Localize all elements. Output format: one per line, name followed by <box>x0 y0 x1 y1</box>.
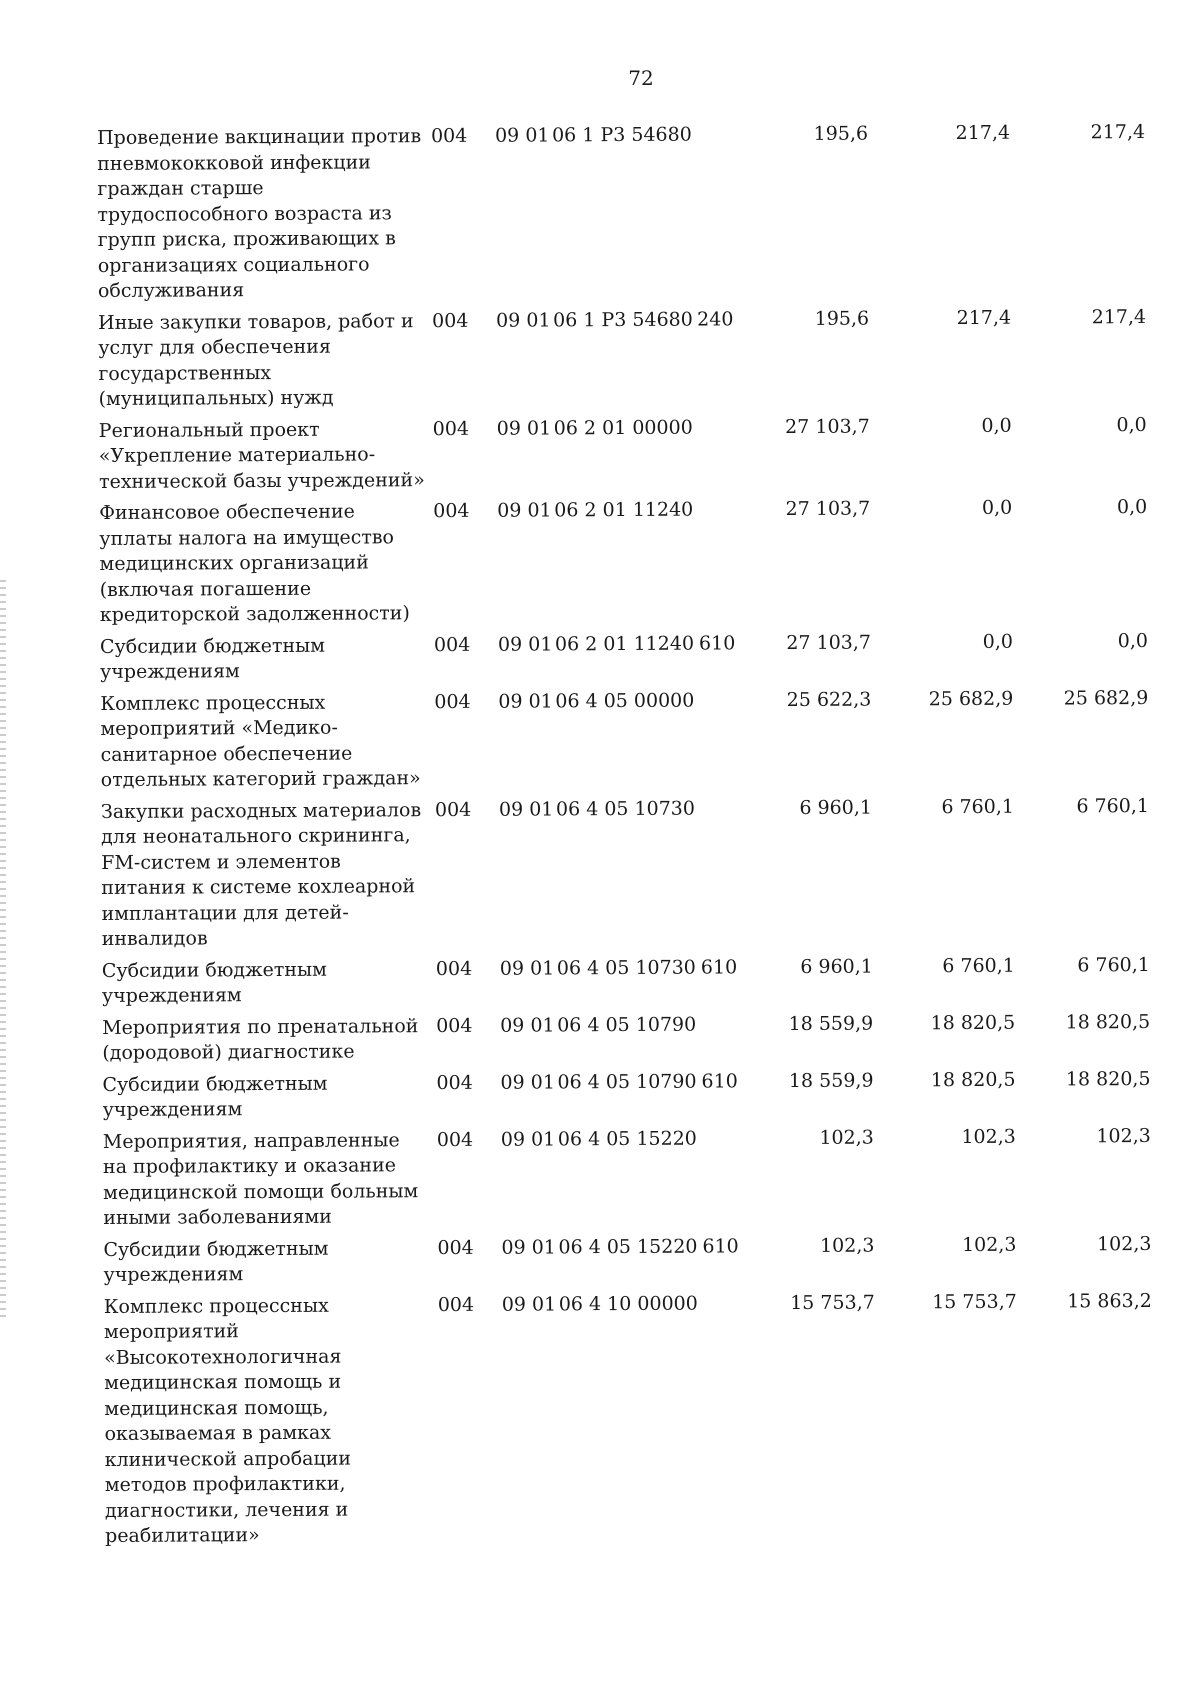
row-description: Мероприятия по пренатальной (дородовой) диагностике <box>102 1014 419 1064</box>
page-number: 72 <box>628 66 654 90</box>
row-amount-year2: 102,3 <box>961 1125 1016 1148</box>
row-amount-year2: 0,0 <box>982 630 1014 653</box>
row-expense-type: 610 <box>701 1069 738 1093</box>
row-description: Иные закупки товаров, работ и услуг для обеспечения государственных (муниципальных) нужд <box>98 309 414 410</box>
table-row <box>102 1009 1192 1072</box>
row-target-article: 06 4 05 00000 <box>555 689 695 712</box>
row-description: Субсидии бюджетным учреждениям <box>102 1072 328 1121</box>
row-target-article: 06 4 05 10730 <box>556 956 696 979</box>
table-row <box>98 304 1189 418</box>
row-amount-year2: 217,4 <box>956 306 1012 329</box>
row-ministry-code: 004 <box>433 633 471 656</box>
row-target-article: 06 4 05 10790 <box>557 1013 697 1036</box>
row-section-code: 09 01 <box>500 1127 556 1151</box>
row-target-article: 06 1 Р3 54680 <box>551 123 692 147</box>
table-row <box>100 685 1191 799</box>
row-ministry-code: 004 <box>436 1128 474 1151</box>
row-target-article: 06 4 05 15220 <box>557 1127 697 1150</box>
budget-table <box>97 120 1195 1556</box>
row-ministry-code: 004 <box>437 1236 474 1259</box>
row-amount-year2: 102,3 <box>961 1233 1017 1256</box>
row-description: Субсидии бюджетным учреждениям <box>101 958 327 1007</box>
table-row <box>102 952 1192 1015</box>
row-section-code: 09 01 <box>498 797 554 821</box>
row-section-code: 09 01 <box>500 1070 555 1094</box>
row-amount-year1: 27 103,7 <box>785 497 871 521</box>
row-amount-year2: 6 760,1 <box>941 795 1014 818</box>
row-amount-year3: 15 863,2 <box>1067 1289 1152 1312</box>
table-row <box>103 1231 1193 1294</box>
row-amount-year1: 27 103,7 <box>786 631 872 654</box>
row-amount-year2: 217,4 <box>955 121 1011 145</box>
row-amount-year3: 0,0 <box>1117 629 1149 652</box>
row-description: Комплекс процессных мероприятий «Высокотехнологичная медицинская помощь и медицинская помощь, оказываемая в рамках клинической апробации методов профилактики, диагностики, лечения и реабилитации» <box>103 1294 352 1547</box>
row-amount-year1: 6 960,1 <box>800 955 873 978</box>
row-expense-type <box>690 497 760 625</box>
row-amount-year1: 15 753,7 <box>790 1291 875 1314</box>
row-ministry-code: 004 <box>432 309 469 332</box>
row-amount-year1: 102,3 <box>819 1234 875 1257</box>
row-amount-year1: 195,6 <box>814 307 870 330</box>
row-amount-year1: 195,6 <box>813 122 869 145</box>
row-section-code: 09 01 <box>499 956 555 980</box>
row-target-article: 06 4 05 10790 <box>557 1070 697 1093</box>
row-ministry-code: 004 <box>431 124 468 148</box>
row-section-code: 09 01 <box>496 308 551 332</box>
row-amount-year2: 18 820,5 <box>930 1011 1016 1034</box>
row-amount-year2: 15 753,7 <box>932 1290 1017 1313</box>
row-amount-year2: 6 760,1 <box>942 954 1015 977</box>
row-expense-type <box>694 1126 764 1228</box>
row-ministry-code: 004 <box>436 1071 473 1094</box>
row-amount-year3: 18 820,5 <box>1065 1067 1151 1090</box>
row-expense-type <box>688 122 758 301</box>
row-target-article: 06 4 10 00000 <box>558 1292 698 1315</box>
row-section-code: 09 01 <box>500 1013 555 1037</box>
row-target-article: 06 4 05 15220 <box>558 1235 698 1258</box>
row-target-article: 06 2 01 11240 <box>554 632 695 655</box>
row-expense-type <box>693 1012 762 1063</box>
row-description: Закупки расходных материалов для неонатального скрининга, FM-систем и элементов питания к системе кохлеарной имплантации для детей-инвалидов <box>100 798 422 950</box>
row-amount-year1: 25 622,3 <box>786 688 872 711</box>
row-ministry-code: 004 <box>434 690 471 713</box>
row-amount-year1: 27 103,7 <box>785 415 870 438</box>
table-row <box>97 120 1188 311</box>
row-amount-year3: 25 682,9 <box>1063 686 1149 709</box>
row-target-article: 06 2 01 00000 <box>553 416 693 439</box>
row-ministry-code: 004 <box>434 798 472 821</box>
row-expense-type <box>692 796 762 949</box>
row-description: Комплекс процессных мероприятий «Медико-санитарное обеспечение отдельных категорий граждан» <box>100 691 421 791</box>
row-expense-type: 610 <box>698 631 736 655</box>
row-amount-year3: 0,0 <box>1116 413 1147 436</box>
row-amount-year3: 102,3 <box>1096 1232 1152 1255</box>
row-target-article: 06 2 01 11240 <box>554 498 694 522</box>
table-row <box>100 628 1190 691</box>
row-section-code: 09 01 <box>501 1235 556 1259</box>
row-section-code: 09 01 <box>497 632 553 656</box>
row-amount-year1: 18 559,9 <box>788 1069 874 1092</box>
row-expense-type <box>690 415 759 492</box>
row-amount-year3: 6 760,1 <box>1076 794 1149 817</box>
row-amount-year3: 18 820,5 <box>1065 1010 1151 1033</box>
row-amount-year1: 102,3 <box>819 1126 874 1149</box>
row-description: Финансовое обеспечение уплаты налога на имущество медицинских организаций (включая погашение кредиторской задолженности) <box>99 500 410 626</box>
row-ministry-code: 004 <box>437 1293 475 1316</box>
row-expense-type: 240 <box>697 307 734 331</box>
table-row <box>99 495 1190 635</box>
row-amount-year1: 6 960,1 <box>799 796 872 819</box>
row-description: Субсидии бюджетным учреждениям <box>99 634 326 683</box>
row-section-code: 09 01 <box>496 416 552 440</box>
row-section-code: 09 01 <box>498 689 553 713</box>
row-amount-year3: 0,0 <box>1116 495 1148 519</box>
row-expense-type: 610 <box>702 1234 739 1258</box>
row-section-code: 09 01 <box>494 124 550 147</box>
row-amount-year3: 217,4 <box>1091 305 1147 328</box>
row-expense-type <box>691 688 761 790</box>
row-expense-type <box>695 1291 765 1546</box>
table-row <box>99 412 1189 501</box>
table-row <box>103 1123 1194 1237</box>
row-ministry-code: 004 <box>432 417 470 440</box>
row-ministry-code: 004 <box>436 1014 473 1037</box>
row-expense-type: 610 <box>700 955 738 979</box>
row-description: Проведение вакцинации против пневмококковой инфекции граждан старше трудоспособного возраста из групп риска, проживающих в организациях социального обслуживания <box>97 125 422 302</box>
row-ministry-code: 004 <box>433 499 470 523</box>
row-amount-year3: 6 760,1 <box>1077 953 1150 976</box>
row-description: Мероприятия, направленные на профилактику и оказание медицинской помощи больным иными заболеваниями <box>102 1128 419 1229</box>
row-amount-year2: 25 682,9 <box>928 687 1014 710</box>
row-amount-year2: 18 820,5 <box>930 1068 1016 1091</box>
row-target-article: 06 4 05 10730 <box>555 797 696 820</box>
row-amount-year2: 0,0 <box>981 414 1012 437</box>
row-description: Региональный проект «Укрепление материально-технической базы учреждений» <box>98 418 425 493</box>
row-amount-year2: 0,0 <box>981 496 1013 519</box>
scan-edge-marks <box>0 580 6 1320</box>
row-description: Субсидии бюджетным учреждениям <box>103 1237 329 1286</box>
table-row <box>102 1066 1192 1129</box>
row-amount-year3: 217,4 <box>1090 120 1146 144</box>
table-row <box>104 1288 1195 1555</box>
row-amount-year1: 18 559,9 <box>788 1012 874 1035</box>
row-ministry-code: 004 <box>435 957 473 980</box>
table-row <box>101 793 1192 958</box>
row-target-article: 06 1 Р3 54680 <box>553 308 693 331</box>
row-amount-year3: 102,3 <box>1096 1124 1151 1147</box>
row-section-code: 09 01 <box>501 1292 557 1316</box>
row-section-code: 09 01 <box>497 499 552 522</box>
